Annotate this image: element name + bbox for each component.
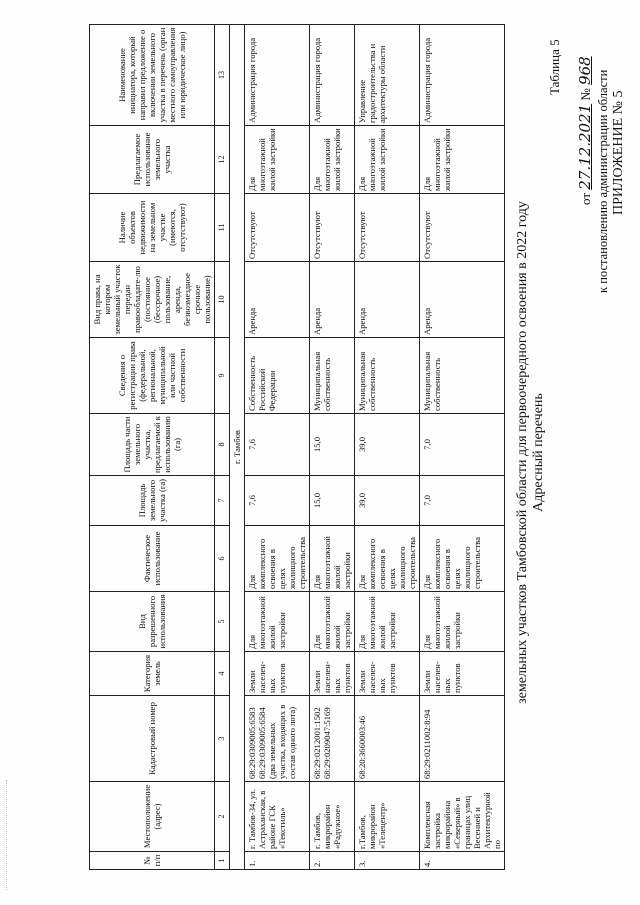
column-number-cell: 13 <box>215 25 230 126</box>
document-title: Адресный перечень <box>531 393 546 512</box>
table-cell: Для комплексного освоения в целях жилищного строительства <box>245 526 310 592</box>
table-cell: Для многоэтажной жилой застройки <box>245 592 310 652</box>
header-cell: Наличие объектов недвижимости на земельном участке (имеются, отсутствуют) <box>90 194 215 262</box>
table-cell: 4. <box>420 852 505 870</box>
table-cell: Администрация города <box>245 25 310 126</box>
table-cell: 3. <box>355 852 420 870</box>
table-cell: 39,0 <box>355 414 420 476</box>
table-cell: Администрация города <box>420 25 505 126</box>
table-cell: 39,0 <box>355 476 420 526</box>
table-cell: Для многоэтажной жилой застройки <box>355 126 420 194</box>
table-cell: Отсутствуют <box>420 194 505 262</box>
appendix-heading: ПРИЛОЖЕНИЕ № 5 <box>611 90 626 215</box>
city-row <box>230 25 245 870</box>
table-cell: 15,0 <box>310 476 355 526</box>
header-cell: Площадь земельного участка (га) <box>90 476 215 526</box>
table-row <box>310 25 355 870</box>
table-cell: Собственность Российской Федерации <box>245 338 310 414</box>
table-cell: г. Тамбов-34, ул. Астраханская, в районе ГСК «Текстиль» <box>245 782 310 852</box>
document-subtitle: земельных участков Тамбовской области для первоочередного освоения в 2022 году <box>515 201 530 704</box>
column-number-cell: 1 <box>215 852 230 870</box>
table-cell: 7,6 <box>245 414 310 476</box>
column-number-cell: 2 <box>215 782 230 852</box>
header-cell: Местоположение (адрес) <box>90 782 215 852</box>
header-cell: Вид права, на котором земельный участок передан правообладате-лю (постоянное (бессрочное) пользование, аренда, безвозмездное срочное пользование) <box>90 262 215 338</box>
table-cell: 68:29:0309005:6583 68:29:0309005:6584 (два земельных участка, входящих в состав одного лота) <box>245 696 310 782</box>
table-cell: Управление градостроительства и архитектуры области <box>355 25 420 126</box>
column-number-cell: 10 <box>215 262 230 338</box>
table-cell: 68:29:0211002:8:94 <box>420 696 505 782</box>
table-cell: Для комплексного освоения в целях жилищного строительства <box>420 526 505 592</box>
table-cell: 68:20:3660003:46 <box>355 696 420 782</box>
header-cell: Фактическое использование <box>90 526 215 592</box>
column-number-cell: 5 <box>215 592 230 652</box>
resolution-line: к постановлению администрации области <box>596 69 610 293</box>
table-cell: Администрация города <box>310 25 355 126</box>
table-cell: Аренда <box>420 262 505 338</box>
table-cell: Комплексная застройка микрорайона «Северный» в границах улиц Весенней и Архитектурной по <box>420 782 505 852</box>
header-cell: Наименование инициатора, который направил предложение о включении земельного участка в перечень (орган местного самоуправления или юридическое лицо) <box>90 25 215 126</box>
handwritten-number: 968 <box>576 56 594 85</box>
table-row <box>420 25 505 870</box>
table-cell: Муниципальная собственность <box>310 338 355 414</box>
table-cell: 7,0 <box>420 476 505 526</box>
header-cell: Вид разрешенного использования <box>90 592 215 652</box>
table-cell: Отсутствуют <box>245 194 310 262</box>
table-cell: Для многоэтажной жилой застройки <box>310 592 355 652</box>
table-cell: Для многоэтажной жилой застройки <box>310 126 355 194</box>
table-cell: Для многоэтажной жилой застройки <box>420 592 505 652</box>
table-cell: 2. <box>310 852 355 870</box>
column-number-cell: 7 <box>215 476 230 526</box>
table-cell: Муниципальная собственность <box>420 338 505 414</box>
table-cell: Земли населен-ных пунктов <box>355 652 420 696</box>
number-prefix: № <box>578 88 593 101</box>
table-cell: Для многоэтажной жилой застройки <box>245 126 310 194</box>
header-cell: Предлагаемое использование земельного участка <box>90 126 215 194</box>
handwritten-date: 27.12.2021 <box>576 103 594 190</box>
header-cell: Кадастровый номер <box>90 696 215 782</box>
table-cell: Отсутствуют <box>310 194 355 262</box>
date-number-line <box>578 56 593 205</box>
table-cell: Отсутствуют <box>355 194 420 262</box>
column-number-cell: 4 <box>215 652 230 696</box>
table-label: Таблица 5 <box>547 39 562 95</box>
table-row <box>245 25 310 870</box>
table-cell: Земли населен-ных пунктов <box>310 652 355 696</box>
table-cell: г.Тамбов, микрорайон «Телецентр» <box>355 782 420 852</box>
table-cell: Земли населен-ных пунктов <box>245 652 310 696</box>
column-number-cell: 3 <box>215 696 230 782</box>
table-cell: Для комплексного освоения в целях жилищного строительства <box>355 526 420 592</box>
table-cell: Земли населен-ных пунктов <box>420 652 505 696</box>
table-cell: 68:29:0212001:1502 68:29:0209047:5169 <box>310 696 355 782</box>
table-cell: 15,0 <box>310 414 355 476</box>
table-cell: г. Тамбов, микрорайон «Радужное» <box>310 782 355 852</box>
table-cell: Муниципальная собственность <box>355 338 420 414</box>
table-row <box>355 25 420 870</box>
column-number-row <box>215 25 230 870</box>
table-cell: Для многоэтажной жилой застройки <box>355 592 420 652</box>
header-cell: Категория земель <box>90 652 215 696</box>
table-cell: Для многоэтажной жилой застройки <box>420 126 505 194</box>
table-cell: Для многоэтажной жилой застройки <box>310 526 355 592</box>
table-cell: Аренда <box>310 262 355 338</box>
header-cell: Сведения о регистрации права (федеральной, региональной, муниципальной или частной собственности <box>90 338 215 414</box>
table-cell: Аренда <box>355 262 420 338</box>
header-cell: № п/п <box>90 852 215 870</box>
table-cell: 1. <box>245 852 310 870</box>
column-number-cell: 9 <box>215 338 230 414</box>
land-plots-table <box>89 24 505 870</box>
header-cell: Площадь части земельного участка, предлагаемой к использованию (га) <box>90 414 215 476</box>
column-number-cell: 12 <box>215 126 230 194</box>
table-header-row <box>90 25 215 870</box>
column-number-cell: 11 <box>215 194 230 262</box>
table-cell: 7,0 <box>420 414 505 476</box>
table-cell: 7,6 <box>245 476 310 526</box>
column-number-cell: 6 <box>215 526 230 592</box>
column-number-cell: 8 <box>215 414 230 476</box>
table-cell: Аренда <box>245 262 310 338</box>
city-cell: г. Тамбов <box>230 25 245 870</box>
date-prefix: от <box>578 192 593 205</box>
